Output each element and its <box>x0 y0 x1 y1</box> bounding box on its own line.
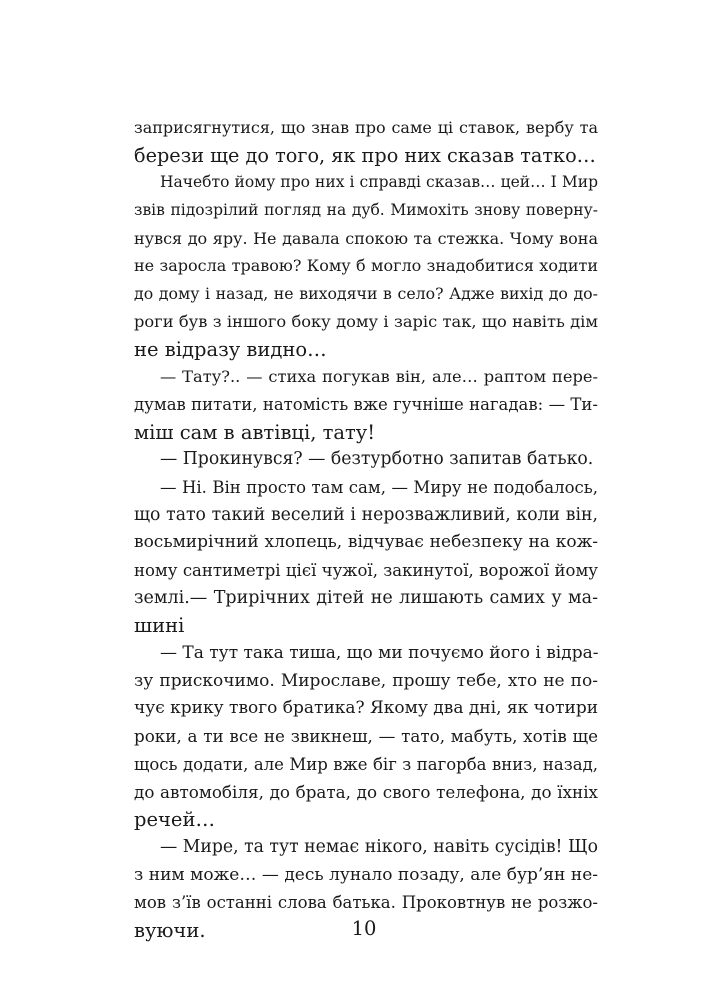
body-text <box>134 114 598 945</box>
text-line: речей… <box>134 808 215 832</box>
text-line: нувся до яру. Не давала спокою та стежка. Чому вона <box>134 228 598 248</box>
text-line: восьмирічний хлопець, відчуває небезпеку на кож- <box>134 532 598 553</box>
text-line: — Прокинувся? — безтурботно запитав батько. <box>160 449 594 470</box>
page-number: 10 <box>351 917 377 940</box>
text-line: шині <box>134 614 185 638</box>
text-line: Начебто йому про них і справді сказав… цей… І Мир <box>160 173 598 192</box>
text-line: роки, а ти все не звикнеш, — тато, мабуть, хотів ще <box>134 726 598 747</box>
text-line: щось додати, але Мир вже біг з пагорба вниз, назад, <box>134 754 598 774</box>
text-line: мов з’їв останні слова батька. Проковтнув не розжо- <box>134 893 598 913</box>
text-line: вуючи. <box>134 918 206 942</box>
text-line: не відразу видно… <box>134 337 327 361</box>
text-line: роги був з іншого боку дому і заріс так, що навіть дім <box>134 311 598 331</box>
text-line: берези ще до того, як про них сказав татко… <box>134 143 596 167</box>
text-line: чує крику твого братика? Якому два дні, як чотири <box>134 698 599 719</box>
text-line: — Мире, та тут немає нікого, навіть сусідів! Що <box>160 836 599 857</box>
text-line: до дому і назад, не виходячи в село? Адже вихід до до- <box>134 284 598 304</box>
text-line: що тато такий веселий і нерозважливий, коли він, <box>134 504 598 525</box>
text-line: думав питати, натомість вже гучніше нагадав: — Ти- <box>134 394 598 414</box>
text-line: землі.— Трирічних дітей не лишають самих у ма- <box>134 587 598 608</box>
text-line: — Та тут така тиша, що ми почуємо його і відра- <box>160 643 599 664</box>
text-line: — Ні. Він просто там сам, — Миру не подобалось, <box>160 477 598 497</box>
text-line: зу прискочимо. Мирославе, прошу тебе, хто не по- <box>134 670 598 691</box>
text-line: міш сам в автівці, тату! <box>134 420 376 444</box>
text-line: до автомобіля, до брата, до свого телефона, до їхніх <box>134 781 598 802</box>
text-line: звів підозрілий погляд на дуб. Мимохіть знову поверну- <box>134 201 598 220</box>
text-line: заприсягнутися, що знав про саме ці ставок, вербу та <box>134 118 598 137</box>
text-line: ному сантиметрі цієї чужої, закинутої, ворожої йому <box>134 561 598 580</box>
text-line: не заросла травою? Кому б могло знадобитися ходити <box>134 256 598 276</box>
text-line: — Тату?.. — стиха погукав він, але… раптом пере- <box>160 367 598 387</box>
text-line: з ним може… — десь лунало позаду, але бур’ян не- <box>134 864 598 885</box>
